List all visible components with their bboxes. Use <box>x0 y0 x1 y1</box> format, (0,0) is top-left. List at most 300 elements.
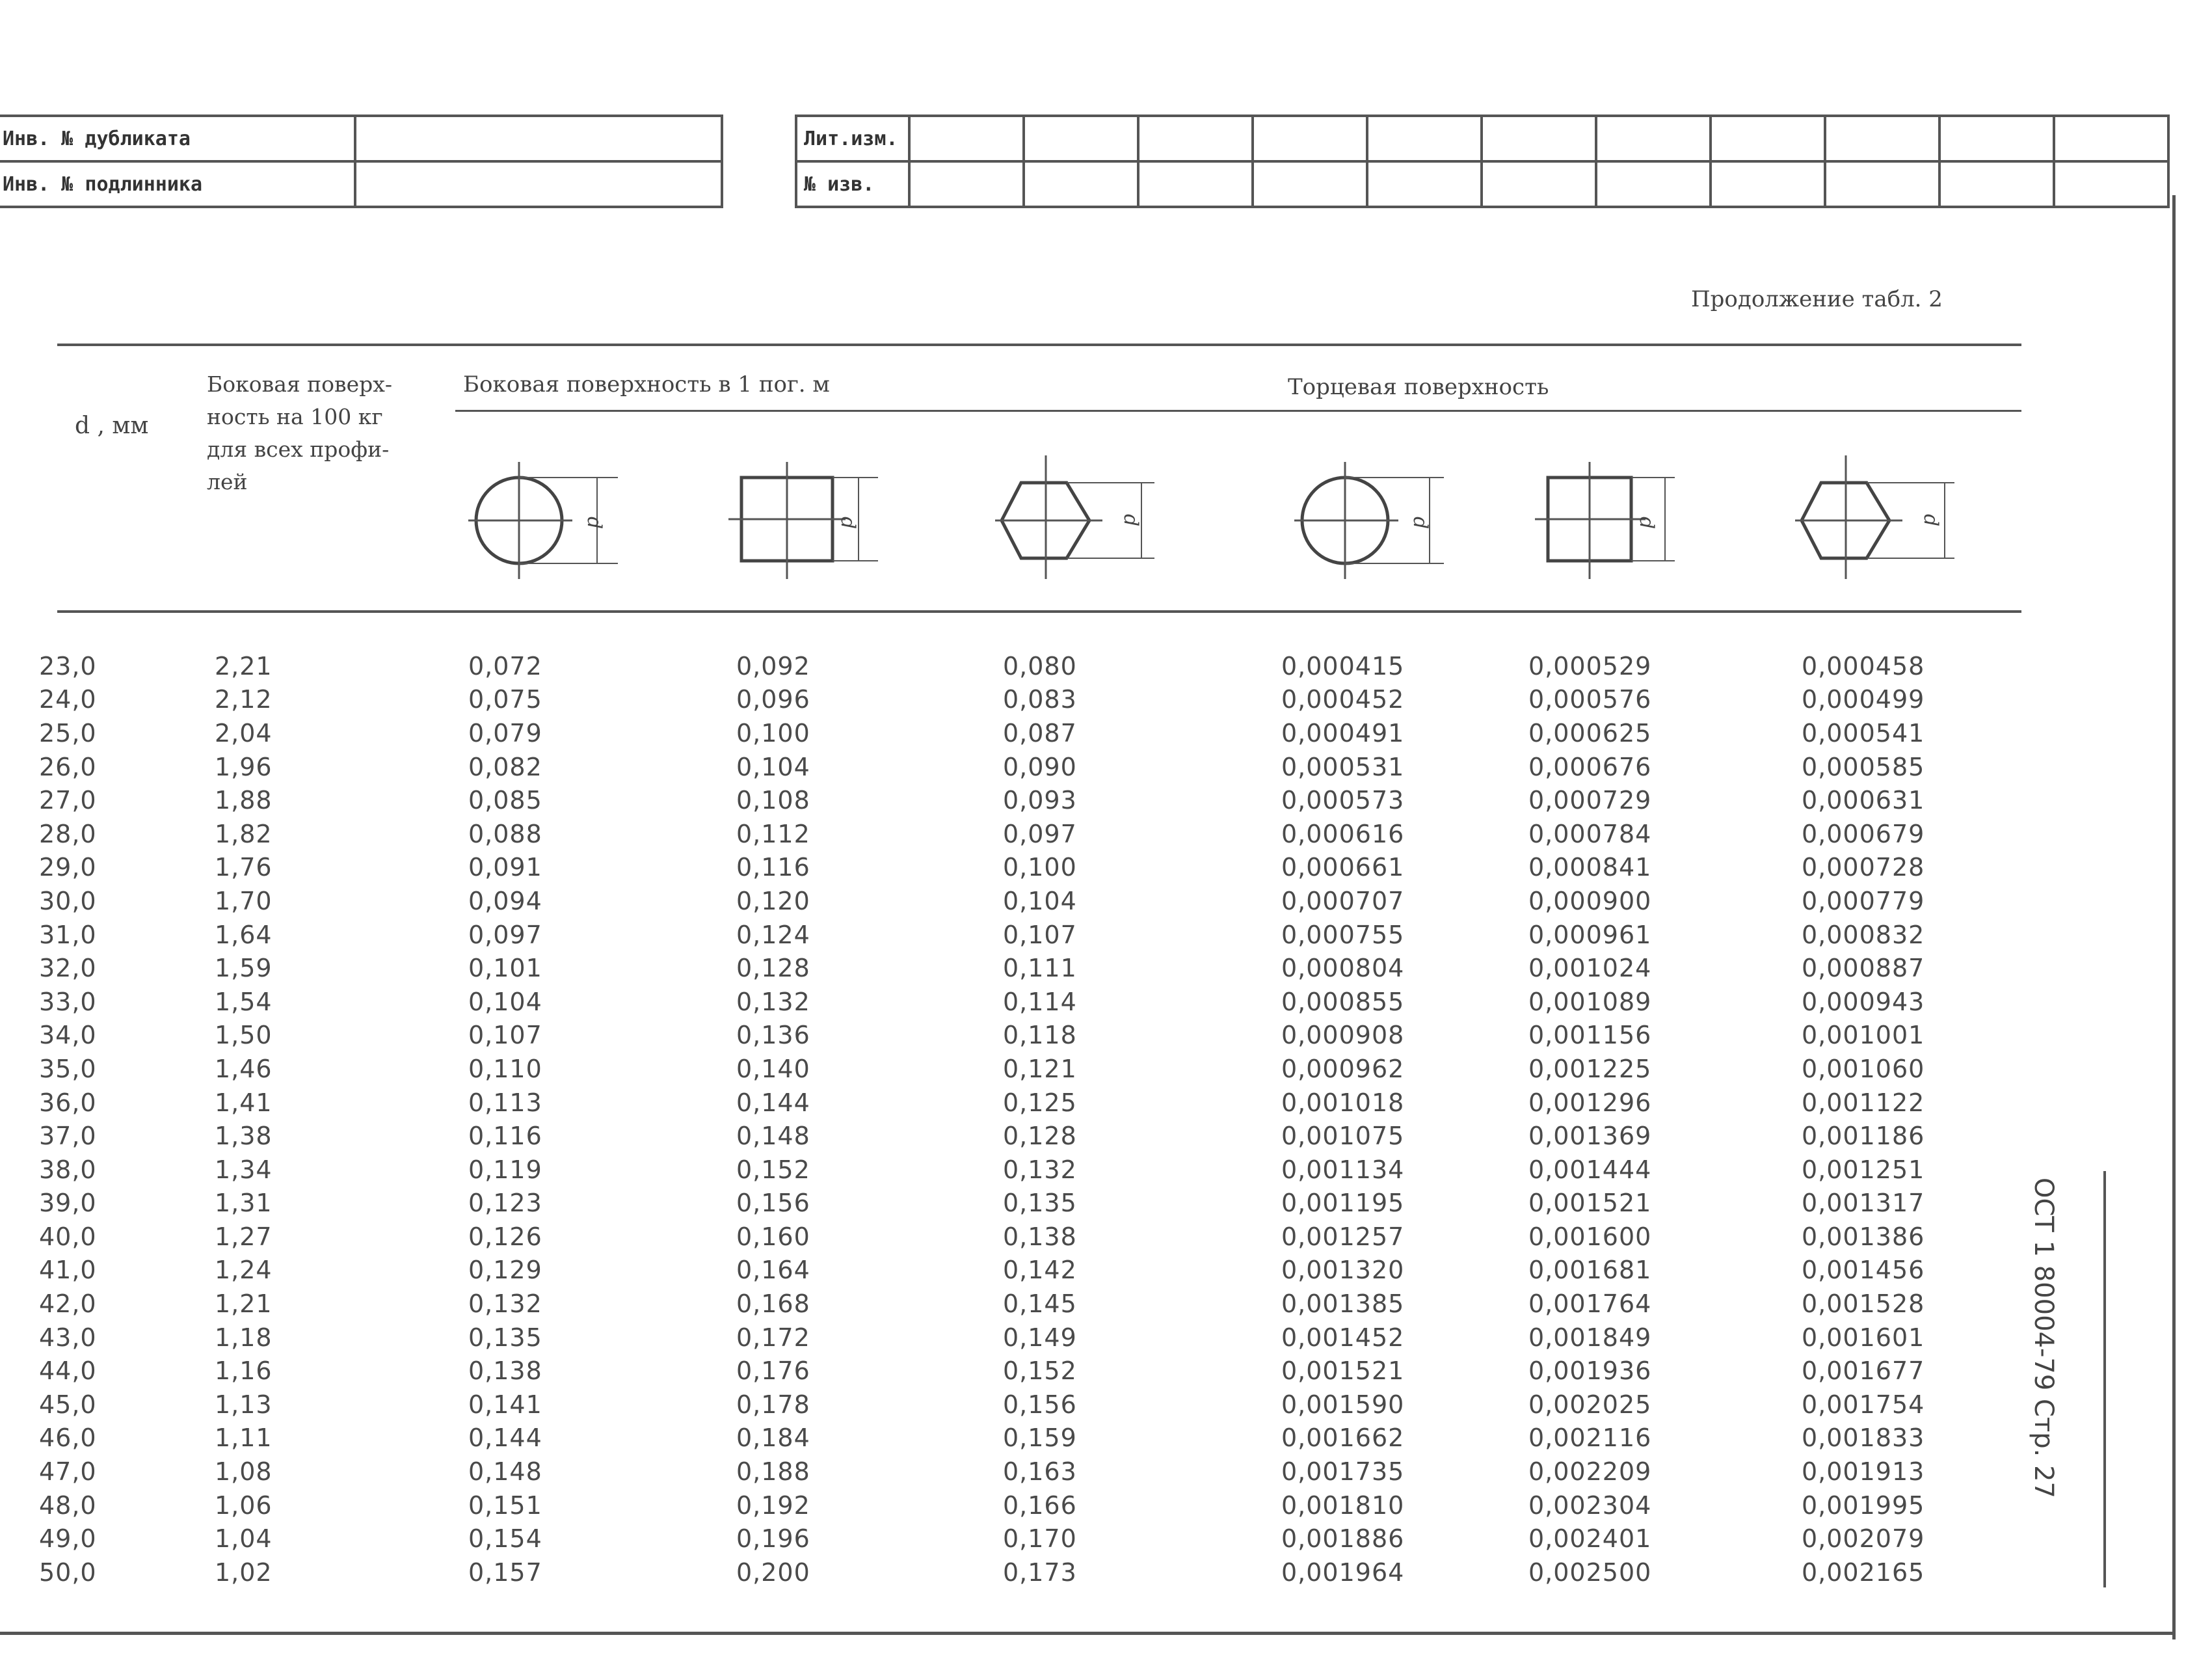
table-row <box>39 1153 1958 1187</box>
stamp-cell <box>1482 161 1596 207</box>
table-row <box>39 884 1958 918</box>
table-cell: 1,59 <box>215 954 273 983</box>
table-cell: 27,0 <box>39 786 97 815</box>
table-cell: 0,136 <box>736 1021 810 1050</box>
table-cell: 43,0 <box>39 1323 97 1352</box>
table-cell: 1,70 <box>215 886 273 915</box>
stamp-cell <box>1711 116 1825 161</box>
table-row <box>39 1489 1958 1522</box>
table-cell: 0,113 <box>468 1088 542 1117</box>
table-cell: 0,002209 <box>1528 1457 1652 1487</box>
table-cell: 0,200 <box>736 1558 810 1587</box>
table-top-rule <box>57 344 2021 346</box>
table-cell: 0,157 <box>468 1558 542 1587</box>
table-cell: 0,000576 <box>1528 685 1652 714</box>
table-cell: 0,164 <box>736 1256 810 1285</box>
table-row <box>39 716 1958 750</box>
table-cell: 1,04 <box>215 1524 273 1554</box>
table-cell: 0,184 <box>736 1423 810 1453</box>
document-designation: ОСТ 1 80004-79 Стр. 27 <box>2029 1178 2059 1498</box>
table-cell: 0,149 <box>1003 1323 1077 1352</box>
table-cell: 0,145 <box>1003 1289 1077 1319</box>
table-cell: 0,118 <box>1003 1021 1077 1050</box>
table-cell: 0,090 <box>1003 752 1077 781</box>
table-cell: 1,16 <box>215 1356 273 1386</box>
table-cell: 0,000707 <box>1281 886 1405 915</box>
table-cell: 0,000855 <box>1281 987 1405 1016</box>
table-cell: 0,000943 <box>1802 987 1925 1016</box>
table-cell: 0,138 <box>468 1356 542 1386</box>
d-column-label: d , мм <box>75 412 149 439</box>
table-cell: 0,001018 <box>1281 1088 1405 1117</box>
header-bottom-rule <box>57 610 2021 613</box>
table-cell: 1,08 <box>215 1457 273 1487</box>
table-cell: 0,000908 <box>1281 1021 1405 1050</box>
stamp-original-label: Инв. № подлинника <box>0 161 355 207</box>
table-cell: 0,001601 <box>1802 1323 1925 1352</box>
table-cell: 31,0 <box>39 920 97 949</box>
table-cell: 0,000631 <box>1802 786 1925 815</box>
table-cell: 48,0 <box>39 1490 97 1520</box>
stamp-notice-label: № изв. <box>796 161 909 207</box>
table-cell: 0,002304 <box>1528 1490 1652 1520</box>
table-cell: 0,000452 <box>1281 685 1405 714</box>
table-row <box>39 817 1958 851</box>
table-cell: 1,34 <box>215 1155 273 1184</box>
table-cell: 0,072 <box>468 651 542 681</box>
table-cell: 0,148 <box>468 1457 542 1487</box>
table-cell: 0,152 <box>1003 1356 1077 1386</box>
table-cell: 1,54 <box>215 987 273 1016</box>
table-cell: 0,100 <box>736 718 810 748</box>
table-cell: 47,0 <box>39 1457 97 1487</box>
table-cell: 0,001251 <box>1802 1155 1925 1184</box>
table-cell: 0,001296 <box>1528 1088 1652 1117</box>
table-cell: 0,000415 <box>1281 651 1405 681</box>
table-cell: 0,125 <box>1003 1088 1077 1117</box>
table-cell: 0,159 <box>1003 1423 1077 1453</box>
table-row <box>39 1556 1958 1589</box>
table-cell: 0,196 <box>736 1524 810 1554</box>
dimension-label: d <box>1635 517 1658 530</box>
table-row <box>39 985 1958 1019</box>
table-cell: 0,176 <box>736 1356 810 1386</box>
table-cell: 33,0 <box>39 987 97 1016</box>
table-row <box>39 1287 1958 1321</box>
table-cell: 0,000499 <box>1802 685 1925 714</box>
table-cell: 0,002401 <box>1528 1524 1652 1554</box>
table-cell: 0,001156 <box>1528 1021 1652 1050</box>
table-cell: 49,0 <box>39 1524 97 1554</box>
stamp-cell <box>1596 161 1711 207</box>
table-cell: 1,88 <box>215 786 273 815</box>
table-cell: 44,0 <box>39 1356 97 1386</box>
table-cell: 0,108 <box>736 786 810 815</box>
table-cell: 1,13 <box>215 1390 273 1419</box>
table-cell: 0,000961 <box>1528 920 1652 949</box>
table-cell: 0,087 <box>1003 718 1077 748</box>
data-table-body <box>39 649 1958 1589</box>
table-row <box>39 1321 1958 1355</box>
table-cell: 0,002500 <box>1528 1558 1652 1587</box>
stamp-cell <box>1138 161 1253 207</box>
table-cell: 0,000679 <box>1802 819 1925 848</box>
group-header-rule <box>455 410 2021 412</box>
stamp-cell <box>1482 116 1596 161</box>
side-label-rule <box>2103 1171 2106 1587</box>
table-cell: 0,107 <box>468 1021 542 1050</box>
table-row <box>39 649 1958 683</box>
table-cell: 0,160 <box>736 1222 810 1251</box>
table-cell: 0,172 <box>736 1323 810 1352</box>
stamp-cell <box>1711 161 1825 207</box>
table-cell: 0,166 <box>1003 1490 1077 1520</box>
table-cell: 1,21 <box>215 1289 273 1319</box>
table-cell: 0,114 <box>1003 987 1077 1016</box>
table-cell: 0,001849 <box>1528 1323 1652 1352</box>
table-cell: 0,000755 <box>1281 920 1405 949</box>
table-cell: 0,116 <box>468 1122 542 1151</box>
stamp-cell <box>1253 161 1367 207</box>
table-cell: 0,097 <box>468 920 542 949</box>
circle-profile-icon <box>468 449 624 579</box>
table-cell: 0,001521 <box>1281 1356 1405 1386</box>
table-cell: 45,0 <box>39 1390 97 1419</box>
table-cell: 0,192 <box>736 1490 810 1520</box>
dimension-label: d <box>1119 514 1142 527</box>
table-cell: 0,000676 <box>1528 752 1652 781</box>
header-line: ность на 100 кг <box>207 404 383 429</box>
table-cell: 0,000541 <box>1802 718 1925 748</box>
table-cell: 0,082 <box>468 752 542 781</box>
table-cell: 0,144 <box>468 1423 542 1453</box>
table-cell: 0,000531 <box>1281 752 1405 781</box>
stamp-lit-label: Лит.изм. <box>796 116 909 161</box>
table-cell: 0,002165 <box>1802 1558 1925 1587</box>
stamp-cell <box>1939 116 2054 161</box>
table-cell: 0,001913 <box>1802 1457 1925 1487</box>
stamp-cell <box>2054 116 2168 161</box>
table-cell: 0,156 <box>1003 1390 1077 1419</box>
table-cell: 39,0 <box>39 1189 97 1218</box>
table-cell: 0,148 <box>736 1122 810 1151</box>
table-cell: 0,088 <box>468 819 542 848</box>
table-cell: 0,000784 <box>1528 819 1652 848</box>
table-cell: 1,24 <box>215 1256 273 1285</box>
table-cell: 0,126 <box>468 1222 542 1251</box>
table-cell: 0,001677 <box>1802 1356 1925 1386</box>
table-cell: 38,0 <box>39 1155 97 1184</box>
table-cell: 40,0 <box>39 1222 97 1251</box>
stamp-cell <box>1367 161 1482 207</box>
table-row <box>39 1254 1958 1288</box>
table-row <box>39 951 1958 985</box>
table-row <box>39 1052 1958 1086</box>
table-cell: 0,001764 <box>1528 1289 1652 1319</box>
table-cell: 46,0 <box>39 1423 97 1453</box>
frame-bottom-border <box>0 1632 2176 1635</box>
table-cell: 0,001134 <box>1281 1155 1405 1184</box>
table-cell: 0,001528 <box>1802 1289 1925 1319</box>
table-cell: 0,092 <box>736 651 810 681</box>
circle-profile-icon <box>1294 449 1450 579</box>
stamp-duplicate-label: Инв. № дубликата <box>0 116 355 161</box>
table-cell: 0,128 <box>1003 1122 1077 1151</box>
table-cell: 0,001186 <box>1802 1122 1925 1151</box>
table-cell: 0,000491 <box>1281 718 1405 748</box>
table-cell: 0,001995 <box>1802 1490 1925 1520</box>
table-cell: 0,001122 <box>1802 1088 1925 1117</box>
table-cell: 0,001964 <box>1281 1558 1405 1587</box>
table-cell: 37,0 <box>39 1122 97 1151</box>
table-cell: 29,0 <box>39 853 97 882</box>
square-profile-icon <box>1535 462 1691 579</box>
table-cell: 32,0 <box>39 954 97 983</box>
frame-right-border <box>2172 195 2176 1639</box>
end-surface-header: Торцевая поверхность <box>1288 374 1549 400</box>
stamp-cell <box>909 161 1024 207</box>
table-row <box>39 783 1958 817</box>
table-cell: 0,001886 <box>1281 1524 1405 1554</box>
dimension-label: d <box>1409 517 1432 530</box>
lateral-per-meter-header: Боковая поверхность в 1 пог. м <box>463 371 830 398</box>
table-cell: 0,000900 <box>1528 886 1652 915</box>
table-cell: 0,100 <box>1003 853 1077 882</box>
table-row <box>39 1187 1958 1221</box>
stamp-cell <box>909 116 1024 161</box>
table-cell: 42,0 <box>39 1289 97 1319</box>
table-cell: 0,000585 <box>1802 752 1925 781</box>
table-cell: 41,0 <box>39 1256 97 1285</box>
table-cell: 0,001320 <box>1281 1256 1405 1285</box>
header-line: Боковая поверх- <box>207 371 393 397</box>
table-cell: 0,124 <box>736 920 810 949</box>
stamp-left <box>0 115 723 208</box>
table-cell: 0,132 <box>736 987 810 1016</box>
table-cell: 0,111 <box>1003 954 1077 983</box>
lateral-per-100kg-header <box>207 368 392 498</box>
table-cell: 0,104 <box>468 987 542 1016</box>
table-cell: 0,093 <box>1003 786 1077 815</box>
table-cell: 0,142 <box>1003 1256 1077 1285</box>
header-line: лей <box>207 469 248 494</box>
table-cell: 0,000841 <box>1528 853 1652 882</box>
table-cell: 25,0 <box>39 718 97 748</box>
table-cell: 0,001369 <box>1528 1122 1652 1151</box>
table-cell: 0,085 <box>468 786 542 815</box>
table-cell: 1,41 <box>215 1088 273 1117</box>
table-row <box>39 1220 1958 1254</box>
table-row <box>39 1086 1958 1120</box>
table-cell: 0,132 <box>1003 1155 1077 1184</box>
table-cell: 36,0 <box>39 1088 97 1117</box>
stamp-cell <box>2054 161 2168 207</box>
table-cell: 0,000728 <box>1802 853 1925 882</box>
table-row <box>39 683 1958 717</box>
table-cell: 1,18 <box>215 1323 273 1352</box>
table-cell: 2,04 <box>215 718 273 748</box>
stamp-cell <box>1024 161 1138 207</box>
table-row <box>39 750 1958 784</box>
table-cell: 1,50 <box>215 1021 273 1050</box>
table-cell: 0,001521 <box>1528 1189 1652 1218</box>
table-cell: 1,06 <box>215 1490 273 1520</box>
table-cell: 0,001681 <box>1528 1256 1652 1285</box>
table-cell: 1,96 <box>215 752 273 781</box>
table-cell: 0,001590 <box>1281 1390 1405 1419</box>
table-cell: 26,0 <box>39 752 97 781</box>
table-cell: 0,079 <box>468 718 542 748</box>
table-cell: 0,000804 <box>1281 954 1405 983</box>
data-table <box>39 649 1958 1589</box>
table-row <box>39 1522 1958 1556</box>
stamp-cell <box>1825 116 1939 161</box>
table-cell: 1,11 <box>215 1423 273 1453</box>
table-cell: 28,0 <box>39 819 97 848</box>
stamp-cell <box>1367 116 1482 161</box>
table-cell: 0,132 <box>468 1289 542 1319</box>
table-cell: 35,0 <box>39 1054 97 1083</box>
table-cell: 2,21 <box>215 651 273 681</box>
table-row <box>39 1388 1958 1422</box>
table-cell: 0,001075 <box>1281 1122 1405 1151</box>
table-cell: 0,002116 <box>1528 1423 1652 1453</box>
table-cell: 0,001754 <box>1802 1390 1925 1419</box>
table-cell: 1,02 <box>215 1558 273 1587</box>
d-column-header <box>75 410 148 442</box>
table-cell: 0,000962 <box>1281 1054 1405 1083</box>
table-cell: 0,000616 <box>1281 819 1405 848</box>
table-cell: 0,000887 <box>1802 954 1925 983</box>
table-cell: 0,135 <box>468 1323 542 1352</box>
table-cell: 0,001452 <box>1281 1323 1405 1352</box>
table-cell: 0,080 <box>1003 651 1077 681</box>
dimension-label: d <box>583 517 606 530</box>
table-cell: 0,163 <box>1003 1457 1077 1487</box>
table-cell: 0,001001 <box>1802 1021 1925 1050</box>
table-row <box>39 1354 1958 1388</box>
dimension-label: d <box>1919 514 1942 527</box>
table-cell: 0,104 <box>736 752 810 781</box>
hexagon-profile-icon <box>1795 455 1964 579</box>
stamp-right <box>795 115 2170 208</box>
table-cell: 0,002025 <box>1528 1390 1652 1419</box>
table-cell: 0,091 <box>468 853 542 882</box>
table-cell: 1,38 <box>215 1122 273 1151</box>
stamp-original-value <box>355 161 722 207</box>
table-cell: 0,135 <box>1003 1189 1077 1218</box>
table-cell: 0,116 <box>736 853 810 882</box>
table-cell: 0,002079 <box>1802 1524 1925 1554</box>
table-cell: 1,82 <box>215 819 273 848</box>
table-cell: 0,094 <box>468 886 542 915</box>
table-cell: 0,000458 <box>1802 651 1925 681</box>
table-cell: 34,0 <box>39 1021 97 1050</box>
table-cell: 0,001317 <box>1802 1189 1925 1218</box>
table-cell: 0,000779 <box>1802 886 1925 915</box>
table-cell: 0,001936 <box>1528 1356 1652 1386</box>
table-cell: 0,112 <box>736 819 810 848</box>
continuation-caption: Продолжение табл. 2 <box>1691 286 1943 312</box>
table-row <box>39 1019 1958 1053</box>
table-cell: 0,001225 <box>1528 1054 1652 1083</box>
table-cell: 0,075 <box>468 685 542 714</box>
table-row <box>39 851 1958 885</box>
stamp-cell <box>1024 116 1138 161</box>
table-cell: 0,000529 <box>1528 651 1652 681</box>
table-cell: 1,27 <box>215 1222 273 1251</box>
square-profile-icon <box>728 462 885 579</box>
table-cell: 0,140 <box>736 1054 810 1083</box>
table-cell: 23,0 <box>39 651 97 681</box>
table-cell: 0,120 <box>736 886 810 915</box>
table-cell: 0,110 <box>468 1054 542 1083</box>
table-cell: 0,107 <box>1003 920 1077 949</box>
table-cell: 24,0 <box>39 685 97 714</box>
table-cell: 0,121 <box>1003 1054 1077 1083</box>
table-cell: 0,001385 <box>1281 1289 1405 1319</box>
table-cell: 0,178 <box>736 1390 810 1419</box>
table-cell: 0,001024 <box>1528 954 1652 983</box>
table-row <box>39 1422 1958 1455</box>
table-cell: 50,0 <box>39 1558 97 1587</box>
table-cell: 1,76 <box>215 853 273 882</box>
table-cell: 0,173 <box>1003 1558 1077 1587</box>
table-cell: 0,170 <box>1003 1524 1077 1554</box>
table-row <box>39 1119 1958 1153</box>
table-cell: 0,001444 <box>1528 1155 1652 1184</box>
table-cell: 0,188 <box>736 1457 810 1487</box>
table-cell: 0,001600 <box>1528 1222 1652 1251</box>
table-cell: 0,168 <box>736 1289 810 1319</box>
table-cell: 0,083 <box>1003 685 1077 714</box>
header-line: для всех профи- <box>207 437 390 462</box>
table-cell: 0,138 <box>1003 1222 1077 1251</box>
table-row <box>39 918 1958 952</box>
table-cell: 0,001089 <box>1528 987 1652 1016</box>
table-cell: 0,000661 <box>1281 853 1405 882</box>
table-cell: 0,001060 <box>1802 1054 1925 1083</box>
table-cell: 0,001386 <box>1802 1222 1925 1251</box>
table-cell: 0,001833 <box>1802 1423 1925 1453</box>
table-cell: 0,097 <box>1003 819 1077 848</box>
stamp-cell <box>1939 161 2054 207</box>
table-cell: 0,001735 <box>1281 1457 1405 1487</box>
table-cell: 0,129 <box>468 1256 542 1285</box>
table-cell: 0,000832 <box>1802 920 1925 949</box>
table-cell: 0,096 <box>736 685 810 714</box>
table-cell: 1,64 <box>215 920 273 949</box>
table-cell: 0,128 <box>736 954 810 983</box>
stamp-cell <box>1596 116 1711 161</box>
table-cell: 0,152 <box>736 1155 810 1184</box>
stamp-cell <box>1825 161 1939 207</box>
table-cell: 0,000625 <box>1528 718 1652 748</box>
table-cell: 0,144 <box>736 1088 810 1117</box>
table-row <box>39 1455 1958 1489</box>
stamp-duplicate-value <box>355 116 722 161</box>
table-cell: 1,31 <box>215 1189 273 1218</box>
table-cell: 0,001257 <box>1281 1222 1405 1251</box>
table-cell: 0,156 <box>736 1189 810 1218</box>
table-cell: 0,154 <box>468 1524 542 1554</box>
table-cell: 0,001662 <box>1281 1423 1405 1453</box>
table-cell: 0,001810 <box>1281 1490 1405 1520</box>
table-cell: 0,123 <box>468 1189 542 1218</box>
table-cell: 0,001456 <box>1802 1256 1925 1285</box>
dimension-label: d <box>836 517 859 530</box>
table-cell: 2,12 <box>215 685 273 714</box>
